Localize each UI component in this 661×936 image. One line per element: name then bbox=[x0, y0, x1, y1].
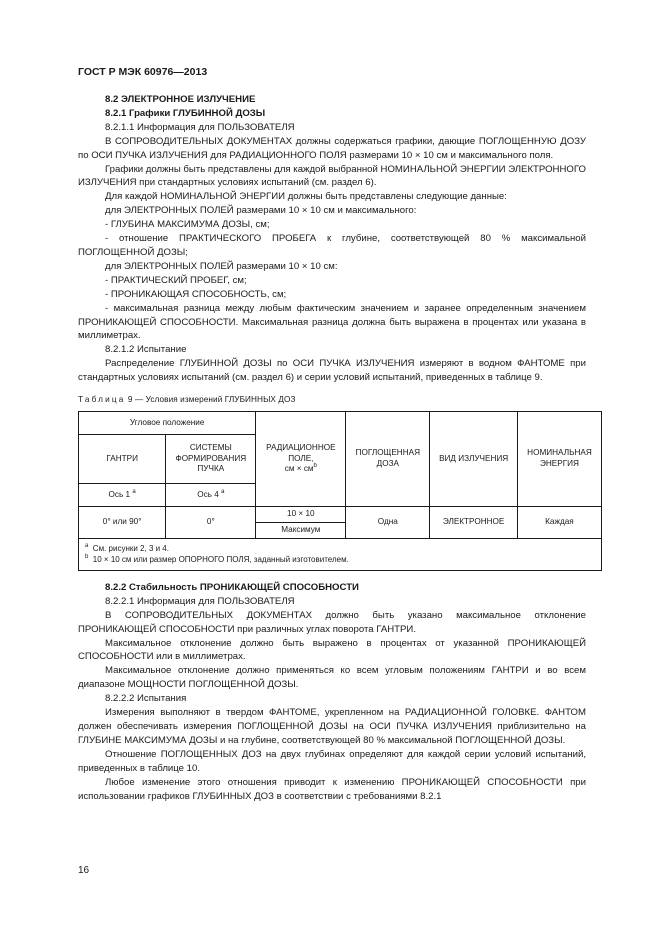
table-header-row bbox=[79, 411, 602, 434]
section-heading-8-2-1: 8.2.1 Графики ГЛУБИННОЙ ДОЗЫ bbox=[105, 107, 266, 119]
cell-gantry: 0° или 90° bbox=[79, 506, 166, 538]
paragraph: Максимальное отклонение должно быть выражено в процентах от указанной ПРОНИКАЮЩЕЙ СПОСОБНОСТИ или в миллиметрах. bbox=[78, 637, 586, 663]
footnote-mark: a bbox=[221, 488, 225, 495]
cell-nominal-energy: Каждая bbox=[517, 506, 601, 538]
axis-label: Ось 1 bbox=[108, 489, 131, 499]
header-radiation-field-unit: см × см bbox=[284, 464, 314, 474]
paragraph: Для каждой НОМИНАЛЬНОЙ ЭНЕРГИИ должны быть представлены следующие данные: bbox=[105, 191, 507, 203]
header-gantry: ГАНТРИ bbox=[79, 434, 166, 483]
paragraph: Измерения выполняют в твердом ФАНТОМЕ, укрепленном на РАДИАЦИОННОЙ ГОЛОВКЕ. ФАНТОМ должен обеспечивать измерения ПОГЛОЩЕННОЙ ДОЗЫ на ОСИ ПУЧКА ИЗЛУЧЕНИЯ приблизительно на ГЛУБИНЕ МАКСИМУМА ДОЗЫ и на глубине, соответствующей 80 % максимальной ПОГЛОЩЕННОЙ ДОЗЫ. bbox=[78, 707, 586, 746]
table-caption bbox=[78, 393, 586, 407]
footnote-mark: b bbox=[313, 463, 317, 470]
footnote-mark: a bbox=[132, 488, 136, 495]
subsection-heading-8-2-2-1: 8.2.2.1 Информация для ПОЛЬЗОВАТЕЛЯ bbox=[105, 595, 295, 607]
header-nominal-energy: НОМИНАЛЬНАЯ ЭНЕРГИЯ bbox=[517, 411, 601, 506]
subsection-heading-8-2-1-1: 8.2.1.1 Информация для ПОЛЬЗОВАТЕЛЯ bbox=[105, 121, 295, 133]
footnote-mark: a bbox=[85, 542, 89, 549]
table-caption-text: 9 — Условия измерений ГЛУБИННЫХ ДОЗ bbox=[125, 395, 296, 405]
footnote-mark: b bbox=[85, 554, 89, 561]
page-number: 16 bbox=[78, 865, 90, 876]
paragraph: Любое изменение этого отношения приводит к изменению ПРОНИКАЮЩЕЙ СПОСОБНОСТИ при использовании графиков ГЛУБИННЫХ ДОЗ в соответствии с требованиями 8.2.1 bbox=[78, 776, 586, 802]
cell-field-10x10: 10 × 10 bbox=[256, 506, 346, 522]
header-axis-1 bbox=[79, 483, 166, 506]
spacer bbox=[78, 571, 586, 581]
header-radiation-type: ВИД ИЗЛУЧЕНИЯ bbox=[430, 411, 518, 506]
header-beam-limiting-system: СИСТЕМЫ ФОРМИРОВАНИЯ ПУЧКА bbox=[166, 434, 256, 483]
footnote-b bbox=[85, 554, 595, 566]
subsection-heading-8-2-1-2: 8.2.1.2 Испытание bbox=[105, 344, 187, 356]
paragraph: Отношение ПОГЛОЩЕННЫХ ДОЗ на двух глубинах определяют для каждой серии условий испытаний, приведенных в таблице 10. bbox=[78, 748, 586, 774]
header-radiation-field bbox=[256, 411, 346, 506]
header-angular-position: Угловое положение bbox=[79, 411, 256, 434]
document-body bbox=[78, 93, 592, 803]
footnote-text: См. рисунки 2, 3 и 4. bbox=[92, 543, 169, 553]
paragraph: для ЭЛЕКТРОННЫХ ПОЛЕЙ размерами 10 × 10 см и максимального: bbox=[105, 205, 417, 217]
table-footnotes bbox=[79, 538, 602, 570]
cell-beam-limiting-system: 0° bbox=[166, 506, 256, 538]
list-item: - ПРАКТИЧЕСКИЙ ПРОБЕГ, см; bbox=[105, 274, 247, 286]
list-item: - ГЛУБИНА МАКСИМУМА ДОЗЫ, см; bbox=[105, 219, 270, 231]
paragraph: Графики должны быть представлены для каждой выбранной НОМИНАЛЬНОЙ ЭНЕРГИИ ЭЛЕКТРОННОГО ИЗЛУЧЕНИЯ при стандартных условиях испытаний (см. раздел 6). bbox=[78, 163, 586, 189]
cell-radiation-type: ЭЛЕКТРОННОЕ bbox=[430, 506, 518, 538]
list-item: - максимальная разница между любым фактическим значением и заранее определенным значением ПРОНИКАЮЩЕЙ СПОСОБНОСТИ. Максимальная разница должна быть выражена в процентах или указана в миллиметрах. bbox=[78, 302, 586, 342]
document-header: ГОСТ Р МЭК 60976—2013 bbox=[78, 66, 208, 78]
header-absorbed-dose: ПОГЛОЩЕННАЯ ДОЗА bbox=[346, 411, 430, 506]
header-axis-4 bbox=[166, 483, 256, 506]
section-heading-8-2-2: 8.2.2 Стабильность ПРОНИКАЮЩЕЙ СПОСОБНОСТИ bbox=[105, 581, 359, 593]
axis-label: Ось 4 bbox=[197, 489, 219, 499]
paragraph: Максимальное отклонение должно применяться ко всем угловым положениям ГАНТРИ и во всем диапазоне МОЩНОСТИ ПОГЛОЩЕННОЙ ДОЗЫ. bbox=[78, 665, 586, 691]
conditions-table bbox=[78, 411, 602, 571]
table-row bbox=[79, 506, 602, 522]
paragraph: Распределение ГЛУБИННОЙ ДОЗЫ по ОСИ ПУЧКА ИЗЛУЧЕНИЯ измеряют в водном ФАНТОМЕ при стандартных условиях испытаний (см. раздел 6) и серии условий испытаний, приведенных в таблице 9. bbox=[78, 358, 586, 384]
footnote-text: 10 × 10 см или размер ОПОРНОГО ПОЛЯ, заданный изготовителем. bbox=[92, 555, 349, 565]
subsection-heading-8-2-2-2: 8.2.2.2 Испытания bbox=[105, 693, 187, 705]
paragraph: В СОПРОВОДИТЕЛЬНЫХ ДОКУМЕНТАХ должны содержаться графики, дающие ПОГЛОЩЕННУЮ ДОЗУ по ОСИ ПУЧКА ИЗЛУЧЕНИЯ для РАДИАЦИОННОГО ПОЛЯ размерами 10 × 10 см и максимального поля. bbox=[78, 135, 586, 161]
section-heading-8-2: 8.2 ЭЛЕКТРОННОЕ ИЗЛУЧЕНИЕ bbox=[105, 94, 256, 105]
header-radiation-field-label: РАДИАЦИОННОЕ ПОЛЕ, bbox=[266, 443, 336, 463]
table-notes-row bbox=[79, 538, 602, 570]
cell-field-maximum: Максимум bbox=[256, 522, 346, 538]
list-item: - ПРОНИКАЮЩАЯ СПОСОБНОСТЬ, см; bbox=[105, 288, 287, 300]
footnote-a bbox=[85, 543, 595, 555]
paragraph: В СОПРОВОДИТЕЛЬНЫХ ДОКУМЕНТАХ должно быть указано максимальное отклонение ПРОНИКАЮЩЕЙ СПОСОБНОСТИ при различных углах поворота ГАНТРИ. bbox=[78, 609, 586, 635]
paragraph: для ЭЛЕКТРОННЫХ ПОЛЕЙ размерами 10 × 10 см: bbox=[105, 260, 338, 272]
list-item: - отношение ПРАКТИЧЕСКОГО ПРОБЕГА к глубине, соответствующей 80 % максимальной ПОГЛОЩЕННОЙ ДОЗЫ; bbox=[78, 233, 586, 258]
table-caption-word: Таблица bbox=[78, 395, 126, 405]
cell-absorbed-dose: Одна bbox=[346, 506, 430, 538]
